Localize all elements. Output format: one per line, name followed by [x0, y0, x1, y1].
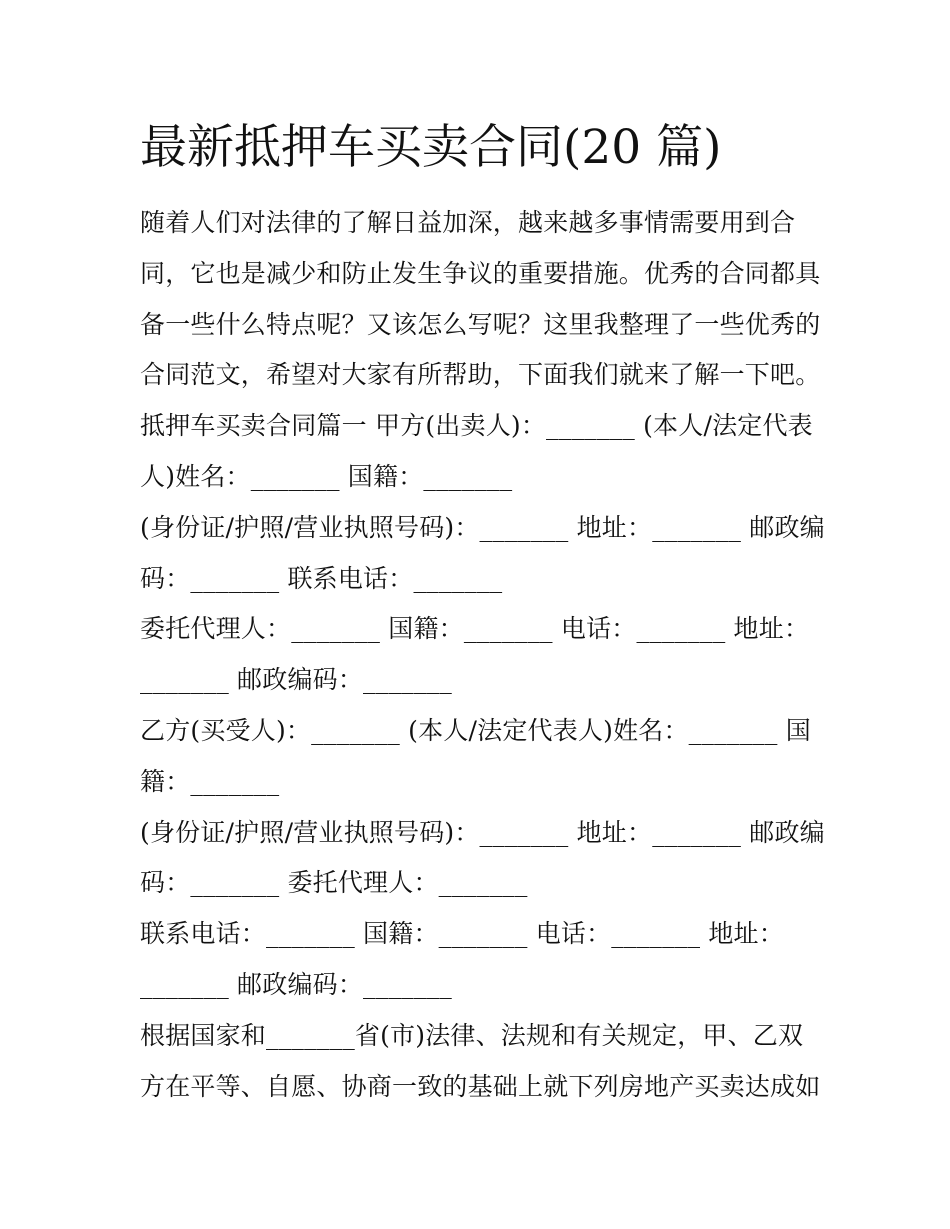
body-line: 码：_______ 联系电话：_______: [140, 563, 503, 593]
document-title: 最新抵押车买卖合同(20 篇): [140, 120, 722, 175]
body-line: 委托代理人：_______ 国籍：_______ 电话：_______ 地址：: [140, 614, 810, 644]
body-line: 方在平等、自愿、协商一致的基础上就下列房地产买卖达成如: [140, 1071, 821, 1101]
body-line: 联系电话：_______ 国籍：_______ 电话：_______ 地址：: [140, 919, 784, 949]
body-line: (身份证/护照/营业执照号码)：_______ 地址：_______ 邮政编: [140, 817, 825, 847]
body-line: _______ 邮政编码：_______: [140, 665, 452, 695]
body-line: 籍：_______: [140, 766, 280, 796]
body-line: 抵押车买卖合同篇一 甲方(出卖人)：_______ (本人/法定代表: [140, 411, 813, 441]
body-line: 人)姓名：_______ 国籍：_______: [140, 461, 513, 491]
body-line: 合同范文，希望对大家有所帮助，下面我们就来了解一下吧。: [140, 360, 821, 390]
body-line: _______ 邮政编码：_______: [140, 969, 452, 999]
body-line: 随着人们对法律的了解日益加深，越来越多事情需要用到合: [140, 208, 796, 237]
body-line: 备一些什么特点呢？又该怎么写呢？这里我整理了一些优秀的: [140, 309, 821, 339]
document-body: [140, 198, 825, 1112]
body-line: 同，它也是减少和防止发生争议的重要措施。优秀的合同都具: [140, 258, 821, 288]
body-line: 根据国家和_______省(市)法律、法规和有关规定，甲、乙双: [140, 1020, 804, 1050]
body-line: 乙方(买受人)：_______ (本人/法定代表人)姓名：_______ 国: [140, 715, 811, 745]
body-line: (身份证/护照/营业执照号码)：_______ 地址：_______ 邮政编: [140, 512, 825, 542]
body-line: 码：_______ 委托代理人：_______: [140, 868, 528, 898]
